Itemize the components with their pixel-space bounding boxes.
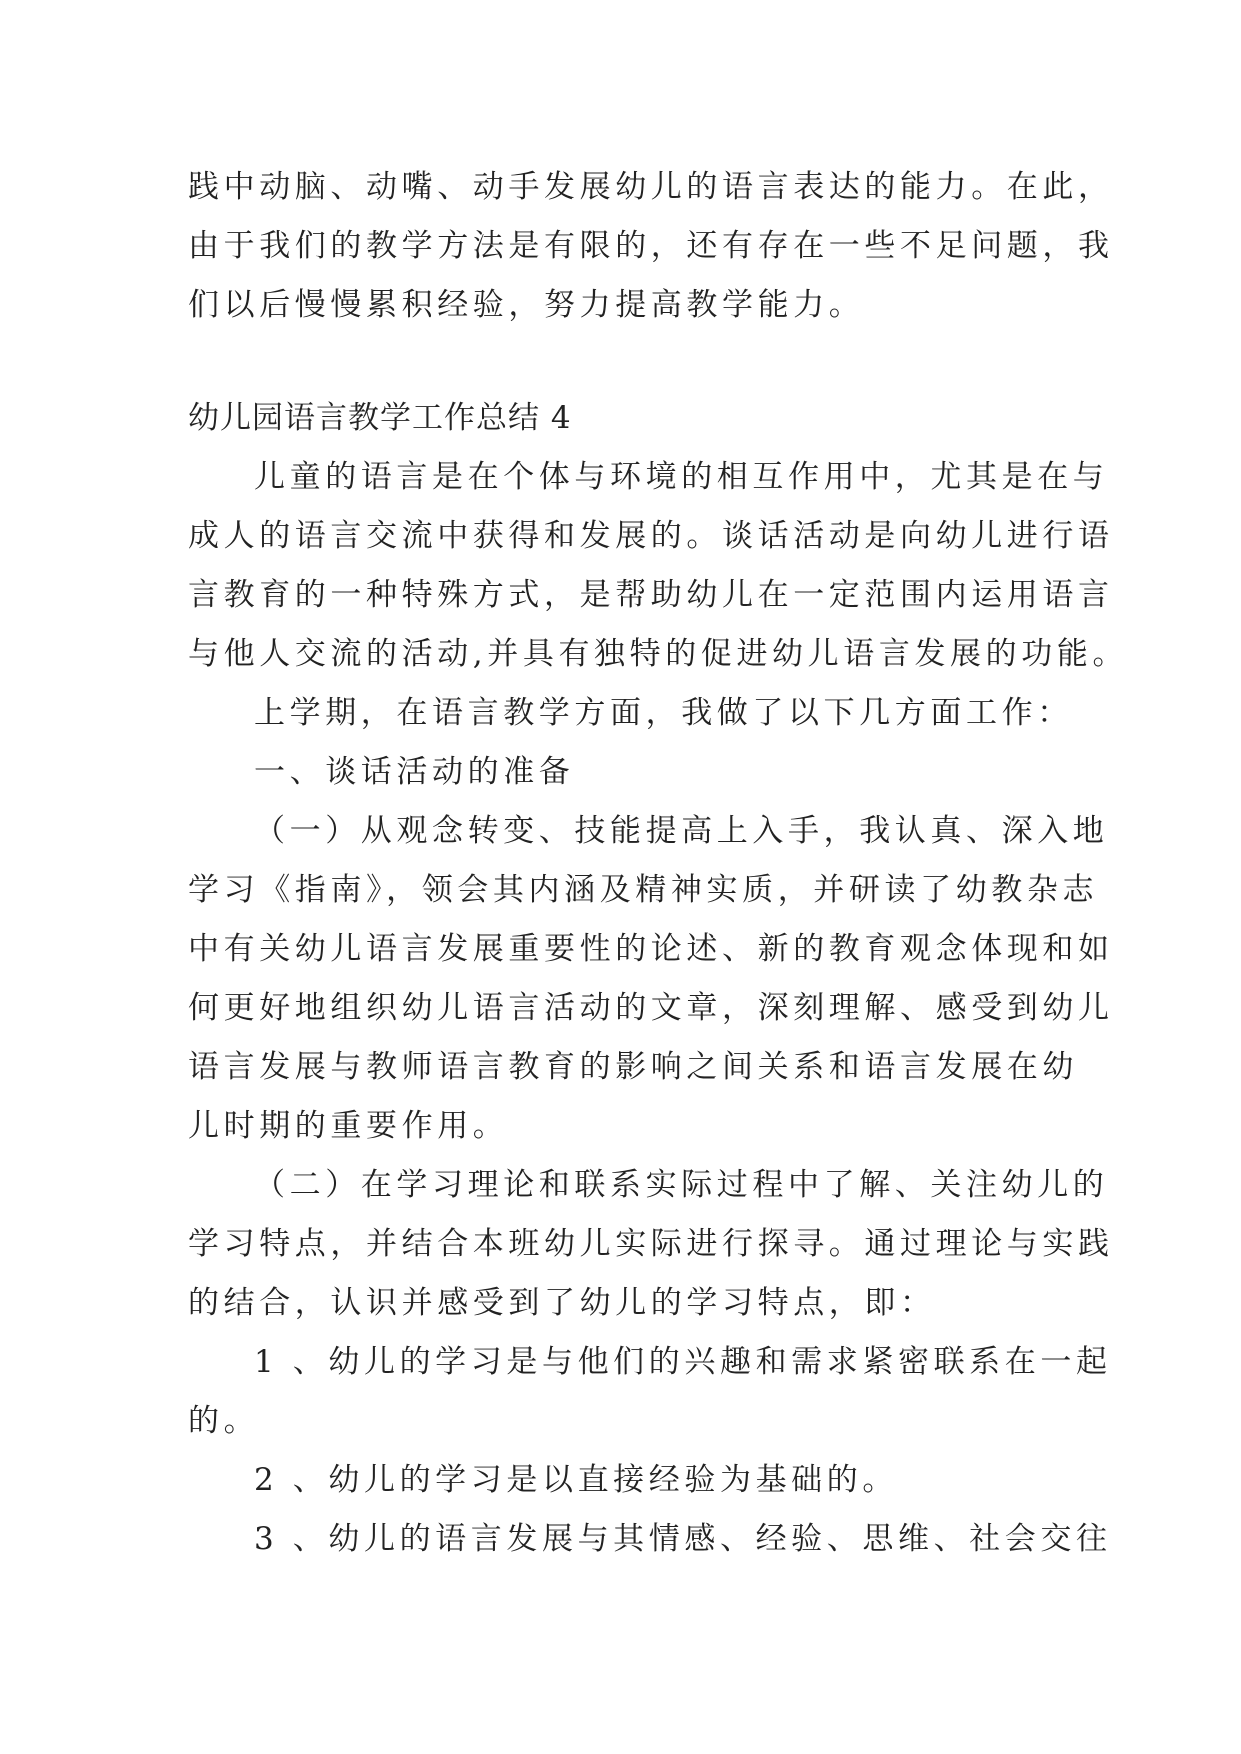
- text-line: 们以后慢慢累积经验，努力提高教学能力。: [188, 287, 865, 323]
- text-line: 1 、幼儿的学习是与他们的兴趣和需求紧密联系在一起: [254, 1344, 1112, 1380]
- list-item-two: 2 、幼儿的学习是以直接经验为基础的。: [254, 1462, 898, 1498]
- text-line: （一）从观念转变、技能提高上入手，我认真、深入地: [254, 813, 1109, 849]
- text-line: 儿时期的重要作用。: [188, 1108, 509, 1144]
- text-line: 中有关幼儿语言发展重要性的论述、新的教育观念体现和如: [188, 931, 1114, 967]
- text-line: 言教育的一种特殊方式，是帮助幼儿在一定范围内运用语言: [188, 577, 1114, 613]
- text-line: 的结合，认识并感受到了幼儿的学习特点，即：: [188, 1285, 936, 1321]
- text-line: 学习特点，并结合本班幼儿实际进行探寻。通过理论与实践: [188, 1226, 1114, 1262]
- paragraph-gap: [188, 335, 1053, 389]
- paragraph-sub-two: [188, 1156, 1114, 1333]
- list-item-three: 3 、幼儿的语言发展与其情感、经验、思维、社会交往: [254, 1521, 1112, 1557]
- text-line: 的。: [188, 1403, 260, 1439]
- text-line: 语言发展与教师语言教育的影响之间关系和语言发展在幼: [188, 1049, 1078, 1085]
- text-line: 与他人交流的活动,并具有独特的促进幼儿语言发展的功能。: [188, 636, 1129, 672]
- list-item-one: [188, 1333, 1112, 1451]
- heading-one: 一、谈话活动的准备: [254, 754, 575, 790]
- paragraph-semester: 上学期，在语言教学方面，我做了以下几方面工作：: [254, 695, 1073, 731]
- document-body: [188, 158, 1129, 1569]
- paragraph-top: [188, 158, 1114, 335]
- paragraph-sub-one: [188, 802, 1114, 1156]
- text-line: 学习《指南》，领会其内涵及精神实质，并研读了幼教杂志: [188, 872, 1099, 908]
- text-line: 儿童的语言是在个体与环境的相互作用中，尤其是在与: [254, 459, 1109, 495]
- text-line: 何更好地组织幼儿语言活动的文章，深刻理解、感受到幼儿: [188, 990, 1114, 1026]
- text-line: 由于我们的教学方法是有限的，还有存在一些不足问题，我: [188, 228, 1114, 264]
- text-line: （二）在学习理论和联系实际过程中了解、关注幼儿的: [254, 1167, 1109, 1203]
- paragraph-intro: [188, 448, 1129, 684]
- text-line: 成人的语言交流中获得和发展的。谈话活动是向幼儿进行语: [188, 518, 1114, 554]
- section-title: 幼儿园语言教学工作总结 4: [188, 400, 572, 436]
- text-line: 践中动脑、动嘴、动手发展幼儿的语言表达的能力。在此，: [188, 169, 1114, 205]
